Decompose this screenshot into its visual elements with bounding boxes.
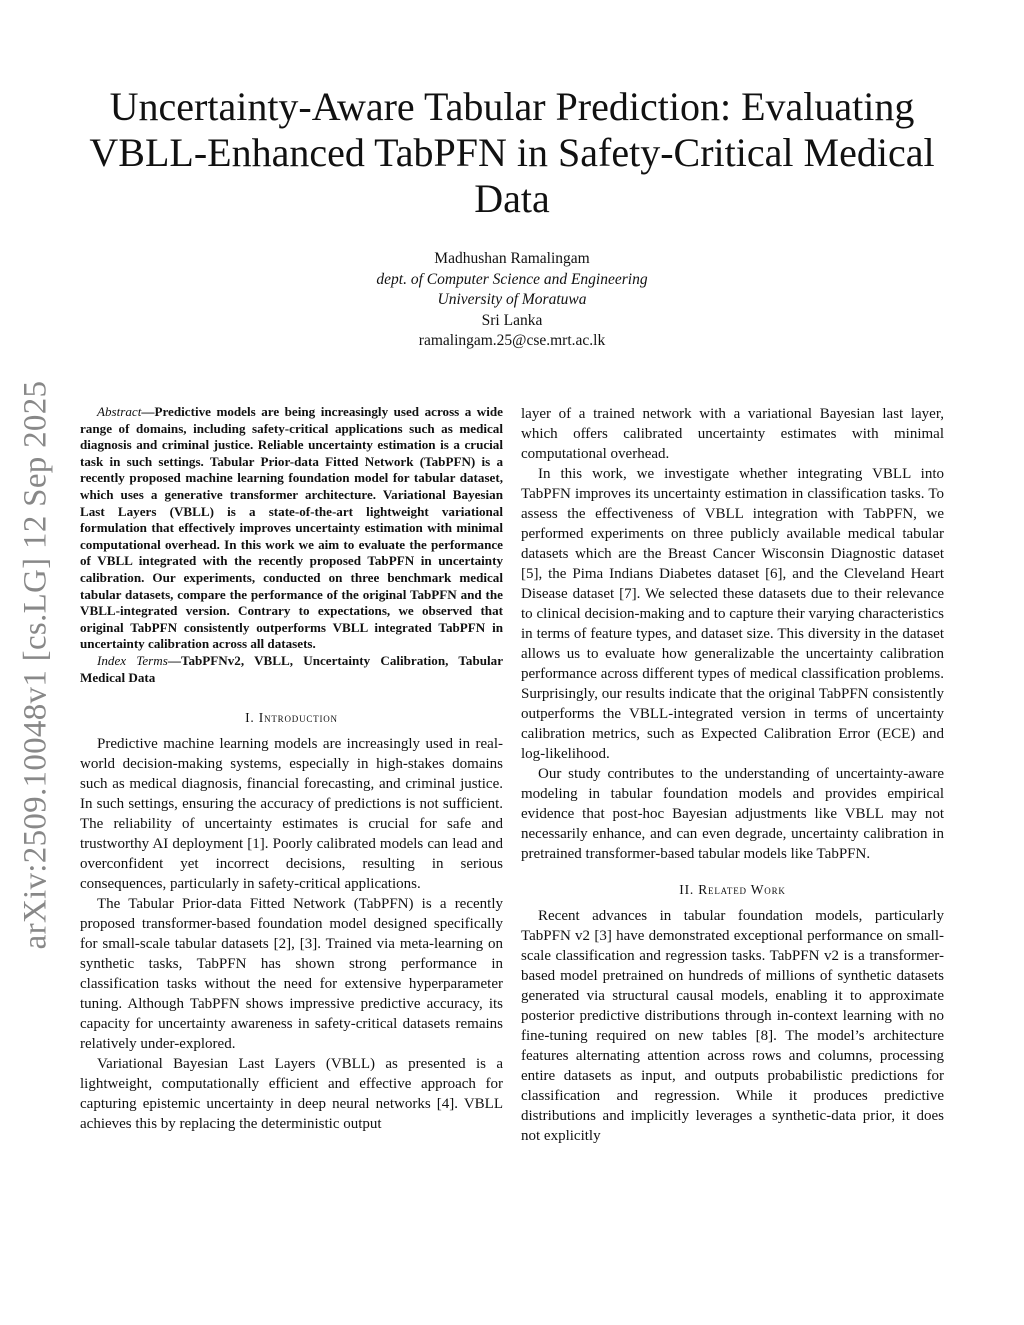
- author-country: Sri Lanka: [481, 311, 543, 329]
- author-email: ramalingam.25@cse.mrt.ac.lk: [418, 332, 606, 349]
- intro-paragraph-6: Our study contributes to the understanding of uncertainty-aware modeling in tabular foundation models and provides empirical evidence that post-hoc Bayesian adjustments like VBLL may not necessarily enhance, and can even degrade, uncertainty calibration in pretrained transformer-based tabular models like TabPFN.: [521, 766, 944, 862]
- right-column: [521, 404, 944, 1146]
- author-university: University of Moratuwa: [437, 291, 587, 308]
- author-name: Madhushan Ramalingam: [434, 250, 590, 267]
- abstract-label: Abstract: [97, 404, 142, 419]
- index-terms-text: —TabPFNv2, VBLL, Uncertainty Calibration, Tabular Medical Data: [80, 652, 504, 685]
- intro-paragraph-4: layer of a trained network with a variational Bayesian last layer, which offers calibrated uncertainty estimates with minimal computational overhead.: [521, 406, 944, 462]
- intro-paragraph-2: The Tabular Prior-data Fitted Network (TabPFN) is a recently proposed transformer-based foundation model designed specifically for small-scale tabular datasets [2], [3]. Trained via meta-learning on synthetic tasks, TabPFN has shown strong performance in classification tasks without the need for extensive hyperparameter tuning. Although TabPFN shows impressive predictive accuracy, its capacity for uncertainty awareness in safety-critical datasets remains relatively under-explored.: [80, 896, 503, 1053]
- intro-paragraph-1: Predictive machine learning models are increasingly used in real-world decision-making systems, especially in high-stakes domains such as medical diagnosis, financial forecasting, and criminal justice. In such settings, ensuring the accuracy of predictions is not sufficient. The reliability of uncertainty estimates is crucial for safe and trustworthy AI deployment [1]. Poorly calibrated models can lead and overconfident yet incorrect decisions, resulting in serious consequences, particularly in safety-critical applications.: [80, 736, 503, 893]
- index-terms-label: Index Terms: [97, 652, 168, 668]
- arxiv-identifier: arXiv:2509.10048v1 [cs.LG] 12 Sep 2025: [17, 380, 54, 950]
- abstract: [80, 404, 503, 653]
- section-heading-related-work: II. Related Work: [679, 882, 786, 897]
- left-column: [80, 404, 503, 1134]
- intro-paragraph-3: Variational Bayesian Last Layers (VBLL) as presented is a lightweight, computationally efficient and effective approach for capturing epistemic uncertainty in deep neural networks [4]. VBLL achieves this by replacing the deterministic output: [80, 1056, 503, 1133]
- intro-paragraph-5: In this work, we investigate whether integrating VBLL into TabPFN improves its uncertainty estimation in classification tasks. To assess the effectiveness of VBLL integration with TabPFN, we performed experiments on three publicly available medical tabular datasets which are the Breast Cancer Wisconsin Diagnostic dataset [5], the Pima Indians Diabetes dataset [6], and the Cleveland Heart Disease dataset [7]. We selected these datasets due to their relevance to clinical decision-making and to capture their varying characteristics in terms of feature types, and dataset size. This diversity in the dataset allows us to evaluate how generalizable the uncertainty calibration performance across different types of medical classification problems. Surprisingly, our results indicate that the original TabPFN consistently outperforms the VBLL-integrated version in terms of uncertainty calibration metrics, such as Expected Calibration Error (ECE) and log-likelihood.: [521, 466, 944, 762]
- abstract-text: —Predictive models are being increasingly used across a wide range of domains, including safety-critical applications such as medical diagnosis and criminal justice. Reliable uncertainty estimation is a crucial task in such settings. Tabular Prior-data Fitted Network (TabPFN) is a recently proposed machine learning foundation model for tabular dataset, which uses a generative transformer architecture. Variational Bayesian Last Layers (VBLL) is a state-of-the-art lightweight variational formulation that effectively improves uncertainty estimation with minimal computational overhead. In this work we aim to evaluate the performance of VBLL integrated with the recently proposed TabPFN in uncertainty calibration. Our experiments, conducted on three benchmark medical tabular datasets, compare the performance of the original TabPFN and the VBLL-integrated version. Contrary to expectations, we observed that original TabPFN consistently outperforms VBLL integrated TabPFN in uncertainty calibration across all datasets.: [80, 404, 503, 652]
- author-department: dept. of Computer Science and Engineering: [376, 270, 648, 288]
- index-terms: [80, 653, 503, 686]
- section-heading-introduction: I. Introduction: [245, 710, 338, 726]
- related-work-paragraph-1: Recent advances in tabular foundation models, particularly TabPFN v2 [3] have demonstrated exceptional performance on small-scale classification and regression tasks. TabPFN v2 is a transformer-based model pretrained on hundreds of millions of synthetic datasets generated via structural causal models, enabling it to approximate posterior predictive distributions through in-context learning with no fine-tuning required on new tables [8]. The model’s architecture features alternating attention across rows and columns, processing entire datasets as input, and outputs probabilistic predictions for classification and regression. While it produces predictive distributions and implicitly leverages a synthetic-data prior, it does not explicitly: [521, 908, 944, 1144]
- author-block: [200, 249, 824, 352]
- paper-title: Uncertainty-Aware Tabular Prediction: Evaluating VBLL-Enhanced TabPFN in Safety-Critical Medical Data: [89, 84, 935, 221]
